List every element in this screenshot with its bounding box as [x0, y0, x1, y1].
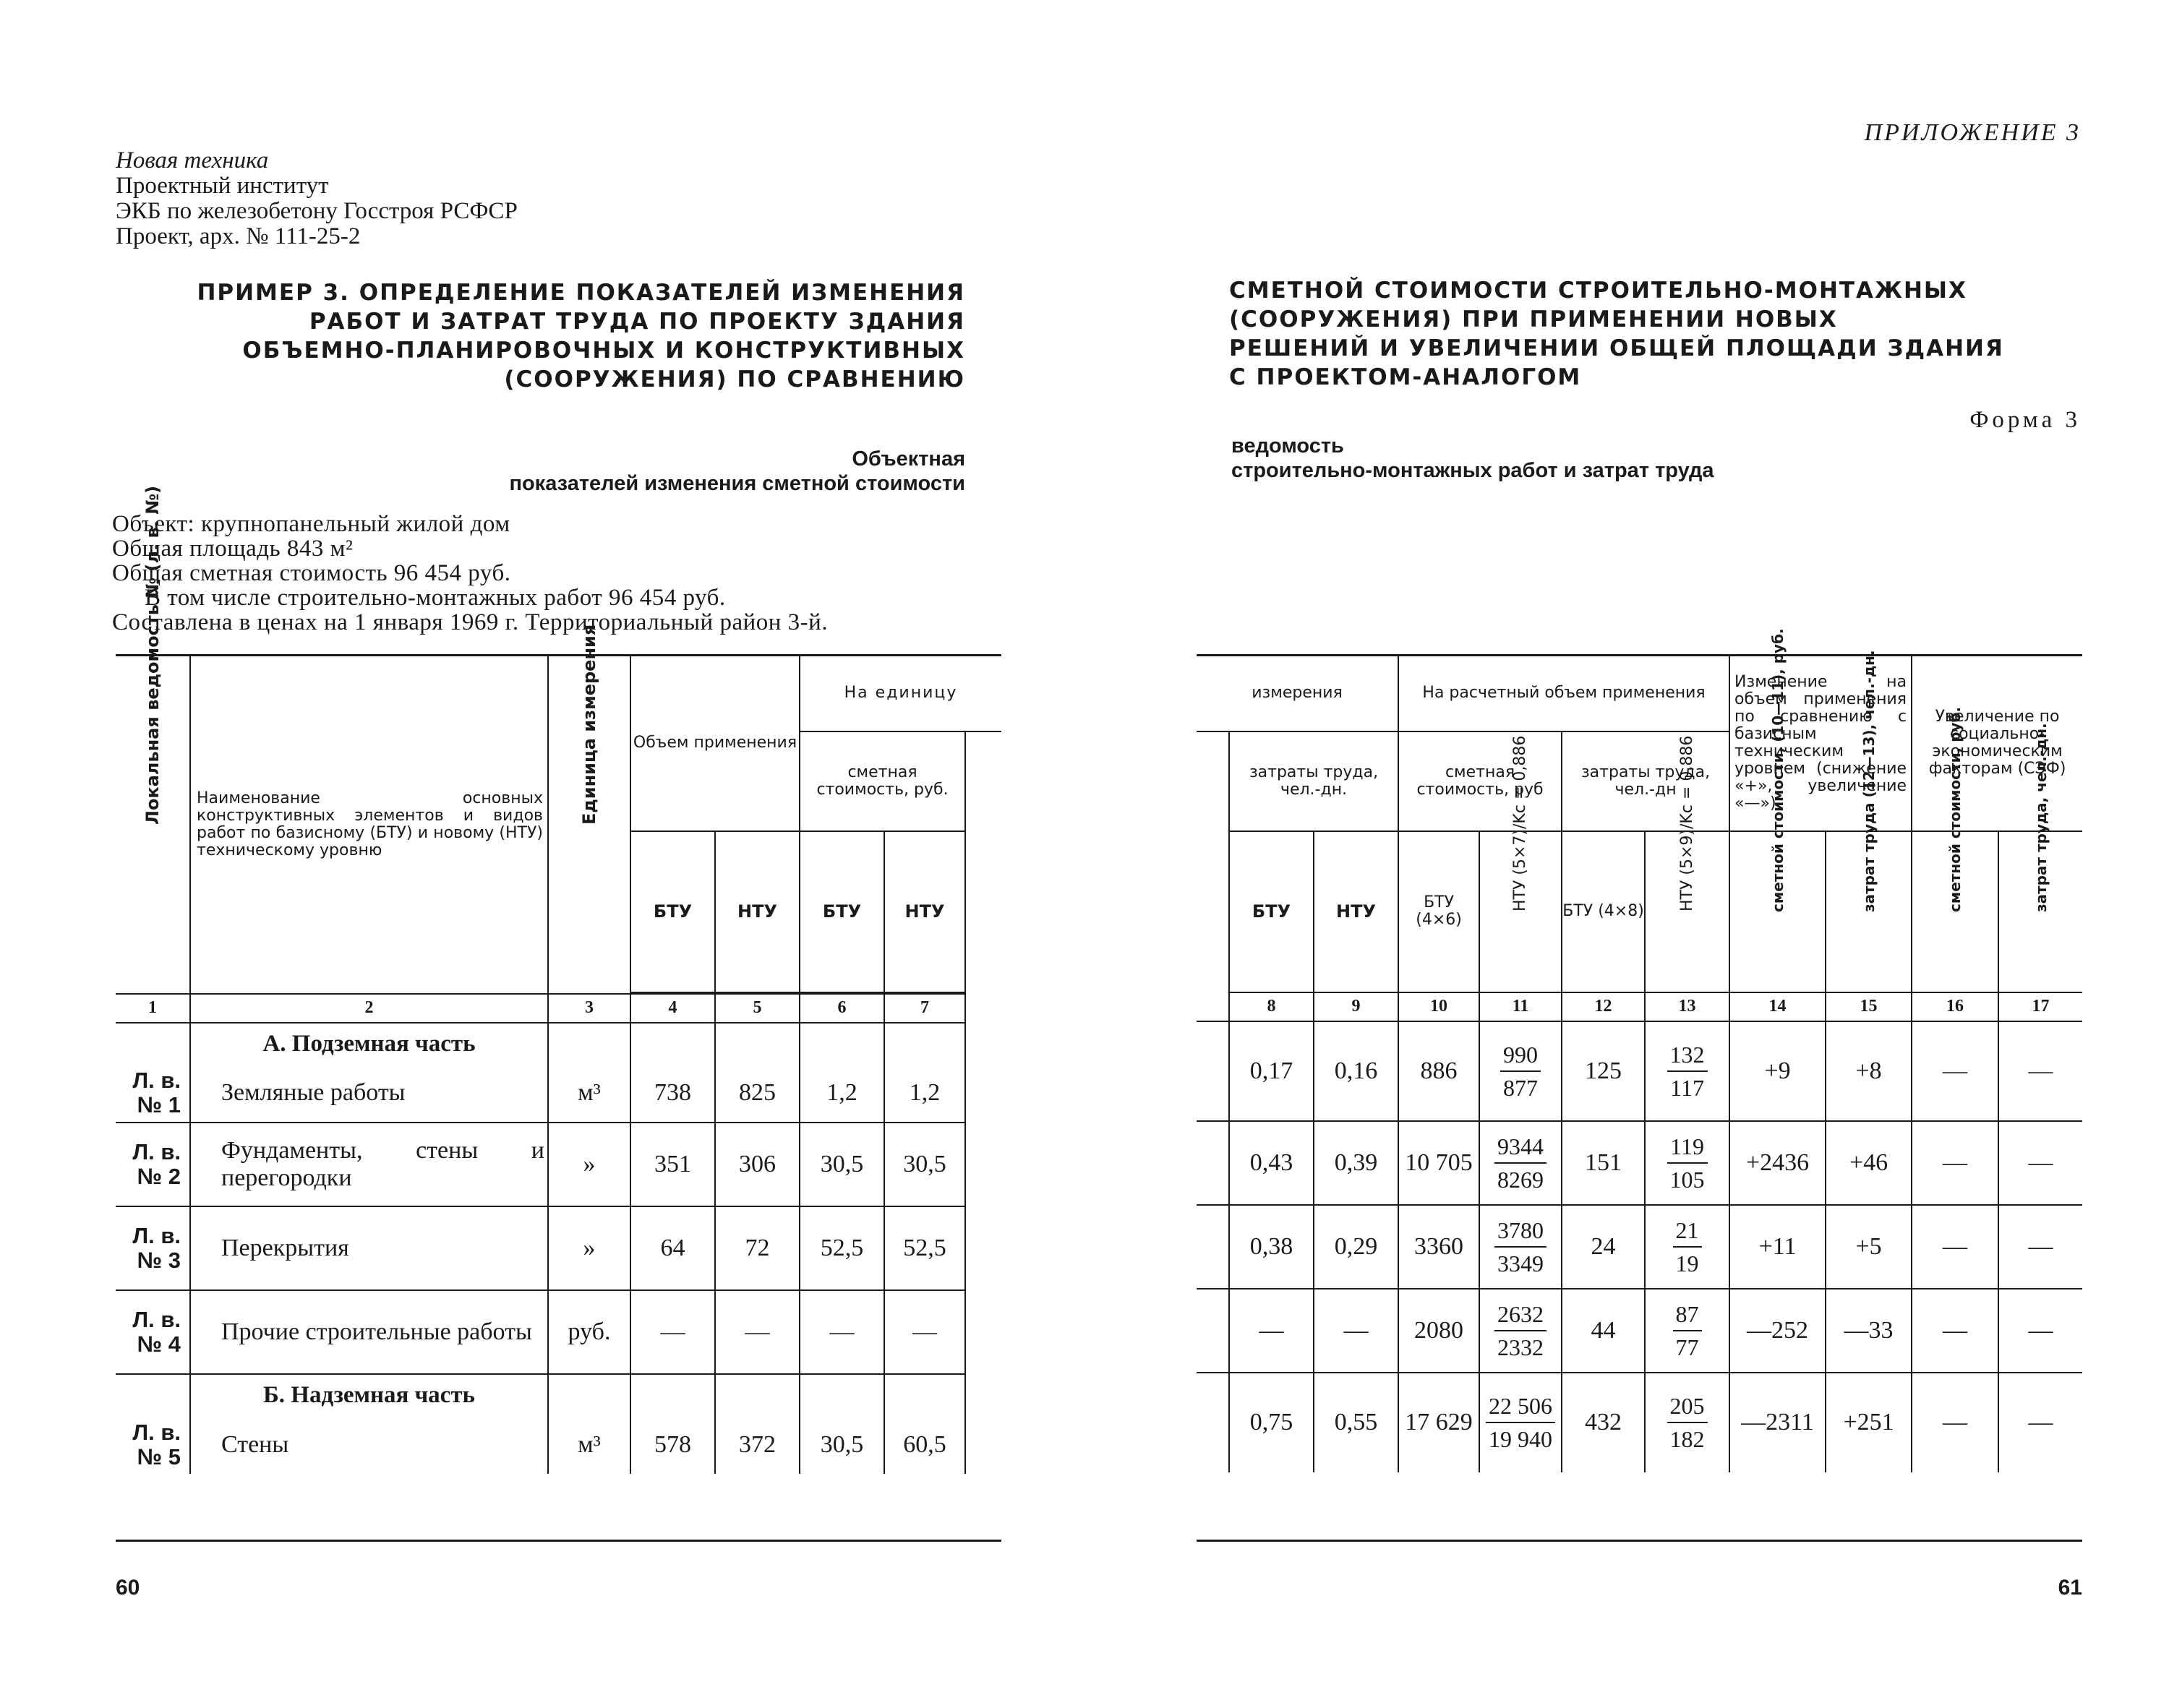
row-name: Стены	[190, 1416, 548, 1474]
frac-bottom: 877	[1503, 1074, 1539, 1101]
empty-cell	[965, 1206, 1001, 1290]
row-name: Земляные работы	[190, 1065, 548, 1123]
frac-bottom: 117	[1670, 1074, 1704, 1101]
row-cost-btu: 17 629	[1398, 1373, 1479, 1472]
row-cost-ntu	[1479, 1373, 1562, 1472]
row-labor-ntu: —	[1314, 1289, 1398, 1373]
row-name: Перекрытия	[190, 1206, 548, 1290]
publisher-series: Новая техника	[116, 147, 269, 173]
frac-bottom: 3349	[1497, 1250, 1544, 1276]
section-underground: А. Подземная часть	[190, 1023, 548, 1065]
row-cost-ntu: 30,5	[884, 1123, 965, 1206]
row-change-labor: +46	[1826, 1121, 1912, 1205]
left-title-line: ОБЪЕМНО-ПЛАНИРОВОЧНЫХ И КОНСТРУКТИВНЫХ	[242, 338, 965, 364]
row-socio-cost: —	[1912, 1205, 1998, 1289]
row-socio-cost: —	[1912, 1373, 1998, 1472]
row-cost-btu: 886	[1398, 1021, 1479, 1121]
row-ntu: 72	[715, 1206, 800, 1290]
header-local-sheet	[116, 485, 190, 994]
row-labor-btu: —	[1229, 1289, 1314, 1373]
row-btu: 351	[630, 1123, 715, 1206]
info-construction-cost: В том числе строительно-монтажных работ 96 454 руб.	[145, 585, 726, 611]
col-number: 17	[1998, 992, 2082, 1021]
col-number: 15	[1826, 992, 1912, 1021]
row-ntu: 372	[715, 1416, 800, 1474]
row-cost-btu: 10 705	[1398, 1121, 1479, 1205]
row-name: Фундаменты, стены и перегородки	[190, 1123, 548, 1206]
left-title-line: (СООРУЖЕНИЯ) ПО СРАВНЕНИЮ	[504, 366, 965, 392]
header-volume	[630, 656, 800, 831]
row-cost-ntu	[1479, 1121, 1562, 1205]
row-ntu: 306	[715, 1123, 800, 1206]
left-title	[197, 278, 965, 394]
empty-cell	[630, 1374, 715, 1416]
header-ntu-11-label: НТУ (5×7)/Kс = 0,886	[1511, 735, 1530, 911]
header-cost-label: сметная стоимость, руб.	[816, 763, 949, 799]
frac-top: 205	[1667, 1390, 1708, 1423]
row-labor-btu: 0,38	[1229, 1205, 1314, 1289]
row-cost-btu: 3360	[1398, 1205, 1479, 1289]
right-title-line: РЕШЕНИЙ И УВЕЛИЧЕНИИ ОБЩЕЙ ПЛОЩАДИ ЗДАНИЯ	[1229, 335, 2004, 361]
object-info	[112, 512, 828, 635]
row-cost-ntu: 52,5	[884, 1206, 965, 1290]
row-labor-calc-ntu	[1645, 1289, 1729, 1373]
header-ntu: НТУ	[1314, 831, 1398, 992]
header-btu-4x8: БТУ (4×8)	[1562, 831, 1645, 992]
row-socio-labor: —	[1998, 1121, 2082, 1205]
info-object: Объект: крупнопанельный жилой дом	[112, 511, 510, 537]
header-per-unit	[800, 656, 1001, 731]
frac-bottom: 19	[1675, 1250, 1699, 1276]
col-number: 13	[1645, 992, 1729, 1021]
empty-cell	[548, 1374, 630, 1416]
right-title-line: СМЕТНОЙ СТОИМОСТИ СТРОИТЕЛЬНО-МОНТАЖНЫХ	[1229, 278, 1967, 304]
table-row	[116, 1065, 1001, 1123]
header-change-label: Изменение на объем применения по сравнению с базисным техническим уровнем (снижение «+», увеличение «—»)	[1734, 673, 1907, 813]
header-labor	[1229, 731, 1398, 831]
row-labor-btu: 0,43	[1229, 1121, 1314, 1205]
empty-cell	[548, 1023, 630, 1065]
row-cost-btu: —	[800, 1290, 884, 1374]
info-total-cost: Общая сметная стоимость 96 454 руб.	[112, 560, 511, 586]
row-cost-ntu: 1,2	[884, 1065, 965, 1123]
empty-cell	[116, 1374, 190, 1416]
empty-cell	[800, 1374, 884, 1416]
header-unit-label: Единица измерения	[579, 624, 599, 825]
right-title-line: С ПРОЕКТОМ-АНАЛОГОМ	[1229, 364, 1582, 390]
empty-cell	[715, 1374, 800, 1416]
row-cost-ntu: 60,5	[884, 1416, 965, 1474]
left-title-line: РАБОТ И ЗАТРАТ ТРУДА ПО ПРОЕКТУ ЗДАНИЯ	[309, 309, 965, 335]
row-cost-btu: 30,5	[800, 1416, 884, 1474]
header-btu-4x6: БТУ (4×6)	[1398, 831, 1479, 992]
row-btu: —	[630, 1290, 715, 1374]
header-calc-volume	[1398, 656, 1729, 731]
row-lv: Л. в. № 1	[116, 1065, 190, 1123]
header-filler	[965, 994, 1001, 1023]
header-ch-labor	[1826, 649, 1912, 992]
row-labor-ntu: 0,16	[1314, 1021, 1398, 1121]
empty-cell	[630, 1023, 715, 1065]
header-soc-labor	[1998, 722, 2082, 992]
col-number: 16	[1912, 992, 1998, 1021]
appendix-label: ПРИЛОЖЕНИЕ 3	[1864, 119, 2081, 146]
row-labor-calc-btu: 151	[1562, 1121, 1645, 1205]
col-number: 11	[1479, 992, 1562, 1021]
col-number: 12	[1562, 992, 1645, 1021]
row-lv: Л. в. № 2	[116, 1123, 190, 1206]
header-calc-volume-label: На расчетный объем применения	[1422, 684, 1706, 703]
row-change-labor: —33	[1826, 1289, 1912, 1373]
empty-cell	[1197, 1021, 1229, 1121]
row-labor-calc-ntu	[1645, 1121, 1729, 1205]
header-local-sheet-label: Локальная ведомость № (л. в. №)	[142, 485, 163, 825]
table-row	[1197, 1373, 2082, 1472]
row-labor-btu: 0,75	[1229, 1373, 1314, 1472]
header-change	[1729, 656, 1912, 831]
row-unit: руб.	[548, 1290, 630, 1374]
header-ntu: НТУ	[715, 831, 800, 992]
row-socio-labor: —	[1998, 1205, 2082, 1289]
table-row	[1197, 1289, 2082, 1373]
row-cost-btu: 2080	[1398, 1289, 1479, 1373]
row-cost-btu: 1,2	[800, 1065, 884, 1123]
header-ntu-13-label: НТУ (5×9)/Kс = 0,886	[1677, 735, 1696, 911]
left-subtitle-line: показателей изменения сметной стоимости	[509, 472, 965, 495]
row-unit: »	[548, 1123, 630, 1206]
header-calc-labor	[1562, 731, 1729, 831]
left-subtitle	[509, 447, 965, 496]
row-labor-calc-btu: 432	[1562, 1373, 1645, 1472]
row-socio-labor: —	[1998, 1373, 2082, 1472]
header-btu: БТУ	[630, 831, 715, 992]
right-subtitle-line: строительно-монтажных работ и затрат труда	[1231, 459, 1714, 482]
row-cost-ntu	[1479, 1289, 1562, 1373]
row-cost-ntu	[1479, 1021, 1562, 1121]
row-socio-cost: —	[1912, 1289, 1998, 1373]
frac-bottom: 105	[1669, 1166, 1705, 1193]
table-row	[116, 1206, 1001, 1290]
empty-cell	[884, 1023, 965, 1065]
row-lv: Л. в. № 3	[116, 1206, 190, 1290]
empty-cell	[1197, 1289, 1229, 1373]
row-labor-calc-btu: 125	[1562, 1021, 1645, 1121]
empty-cell	[715, 1023, 800, 1065]
header-unit	[548, 624, 630, 994]
row-labor-calc-ntu	[1645, 1373, 1729, 1472]
page-number-right: 61	[2058, 1576, 2082, 1600]
frac-bottom: 182	[1669, 1426, 1705, 1452]
frac-bottom: 77	[1675, 1334, 1699, 1360]
empty-cell	[965, 1065, 1001, 1123]
header-cost-ntu: НТУ	[884, 831, 965, 992]
frac-top: 132	[1667, 1039, 1708, 1072]
row-labor-ntu: 0,29	[1314, 1205, 1398, 1289]
table-row	[116, 1416, 1001, 1474]
row-labor-calc-ntu	[1645, 1021, 1729, 1121]
col-number: 6	[800, 994, 884, 1023]
right-table-bottom-rule	[1197, 1540, 2082, 1542]
right-title	[1229, 276, 2004, 392]
row-btu: 64	[630, 1206, 715, 1290]
frac-top: 990	[1500, 1039, 1541, 1072]
empty-cell	[965, 1416, 1001, 1474]
col-number: 1	[116, 994, 190, 1023]
header-line-bureau: ЭКБ по железобетону Госстроя РСФСР	[116, 198, 518, 224]
right-title-line: (СООРУЖЕНИЯ) ПРИ ПРИМЕНЕНИИ НОВЫХ	[1229, 306, 1838, 332]
col-number: 7	[884, 994, 965, 1023]
frac-top: 2632	[1494, 1298, 1546, 1331]
row-btu: 738	[630, 1065, 715, 1123]
row-cost-ntu	[1479, 1205, 1562, 1289]
row-change-cost: +11	[1729, 1205, 1826, 1289]
left-subtitle-line: Объектная	[852, 447, 965, 471]
table-row	[116, 1123, 1001, 1206]
empty-cell	[800, 1023, 884, 1065]
col-number: 3	[548, 994, 630, 1023]
header-ch-labor-label: затрат труда (12—13), чел.-дн.	[1860, 649, 1878, 912]
empty-cell	[1197, 992, 1229, 1021]
row-btu: 578	[630, 1416, 715, 1474]
empty-cell	[116, 1023, 190, 1065]
header-cost-btu: БТУ	[800, 831, 884, 992]
row-cost-btu: 30,5	[800, 1123, 884, 1206]
header-filler	[965, 731, 1001, 831]
row-labor-calc-btu: 24	[1562, 1205, 1645, 1289]
col-number: 14	[1729, 992, 1826, 1021]
empty-cell	[1197, 731, 1229, 831]
right-subtitle-line: ведомость	[1231, 434, 1344, 458]
row-ntu: 825	[715, 1065, 800, 1123]
empty-cell	[1197, 1205, 1229, 1289]
row-socio-cost: —	[1912, 1121, 1998, 1205]
row-change-cost: +9	[1729, 1021, 1826, 1121]
row-cost-ntu: —	[884, 1290, 965, 1374]
row-change-cost: +2436	[1729, 1121, 1826, 1205]
frac-top: 21	[1673, 1214, 1702, 1248]
form-label: Форма 3	[1969, 407, 2081, 433]
header-element-name	[190, 656, 548, 994]
row-socio-cost: —	[1912, 1021, 1998, 1121]
info-prices: Составлена в ценах на 1 января 1969 г. Территориальный район 3-й.	[112, 609, 829, 635]
left-title-line: ПРИМЕР 3. ОПРЕДЕЛЕНИЕ ПОКАЗАТЕЛЕЙ ИЗМЕНЕНИЯ	[197, 280, 965, 306]
header-calc-labor-label: затраты труда, чел.-дн	[1580, 763, 1711, 799]
table-row	[116, 1290, 1001, 1374]
frac-top: 9344	[1494, 1130, 1546, 1164]
header-btu: БТУ	[1229, 831, 1314, 992]
header-per-unit-label: На единицу	[844, 684, 958, 703]
header-ch-cost-label: сметной стоимости, (10—11), руб.	[1768, 627, 1787, 912]
frac-top: 119	[1667, 1130, 1708, 1164]
header-measure-label: измерения	[1252, 684, 1343, 703]
row-labor-ntu: 0,55	[1314, 1373, 1398, 1472]
frac-top: 22 506	[1486, 1390, 1555, 1423]
header-socio-label: Увеличение по социально-экономическим факторам (СЭФ)	[1928, 708, 2066, 778]
header-volume-label: Объем применения	[633, 734, 797, 752]
empty-cell	[1197, 831, 1229, 992]
row-socio-labor: —	[1998, 1021, 2082, 1121]
header-calc-cost-label: сметная стоимость, руб	[1416, 763, 1544, 799]
row-lv: Л. в. № 4	[116, 1290, 190, 1374]
header-line-project: Проект, арх. № 111-25-2	[116, 223, 361, 249]
row-change-cost: —252	[1729, 1289, 1826, 1373]
empty-cell	[1197, 1373, 1229, 1472]
empty-cell	[965, 1374, 1001, 1416]
row-name: Прочие строительные работы	[190, 1290, 548, 1374]
header-soc-labor-label: затрат труда, чел.-дн.	[2032, 722, 2050, 912]
frac-bottom: 8269	[1497, 1166, 1544, 1193]
row-lv: Л. в. № 5	[116, 1416, 190, 1474]
row-labor-calc-ntu	[1645, 1205, 1729, 1289]
empty-cell	[1197, 1121, 1229, 1205]
frac-bottom: 19 940	[1489, 1426, 1553, 1452]
row-labor-btu: 0,17	[1229, 1021, 1314, 1121]
header-element-name-label: Наименование основных конструктивных элементов и видов работ по базисному (БТУ) и новому (НТУ) техническому уровню	[197, 789, 543, 859]
row-ntu: —	[715, 1290, 800, 1374]
col-number: 4	[630, 994, 715, 1023]
row-unit: м³	[548, 1065, 630, 1123]
table-row	[1197, 1021, 2082, 1121]
col-number: 2	[190, 994, 548, 1023]
row-unit: м³	[548, 1416, 630, 1474]
row-change-cost: —2311	[1729, 1373, 1826, 1472]
left-table-bottom-rule	[116, 1540, 1001, 1542]
row-labor-calc-btu: 44	[1562, 1289, 1645, 1373]
header-cost	[800, 731, 965, 831]
frac-top: 87	[1673, 1298, 1702, 1331]
section-aboveground: Б. Надземная часть	[190, 1374, 548, 1416]
row-labor-ntu: 0,39	[1314, 1121, 1398, 1205]
page-number-left: 60	[116, 1576, 140, 1600]
table-row	[1197, 1205, 2082, 1289]
empty-cell	[965, 1123, 1001, 1206]
col-number: 10	[1398, 992, 1479, 1021]
header-filler	[965, 831, 1001, 992]
col-number: 8	[1229, 992, 1314, 1021]
empty-cell	[965, 1023, 1001, 1065]
row-change-labor: +5	[1826, 1205, 1912, 1289]
header-soc-cost-label: сметной стоимости, руб.	[1946, 706, 1964, 912]
info-area: Общая площадь 843 м²	[112, 536, 354, 562]
empty-cell	[965, 1290, 1001, 1374]
right-subtitle	[1231, 434, 1714, 483]
col-number: 5	[715, 994, 800, 1023]
empty-cell	[884, 1374, 965, 1416]
row-cost-btu: 52,5	[800, 1206, 884, 1290]
row-change-labor: +8	[1826, 1021, 1912, 1121]
row-unit: »	[548, 1206, 630, 1290]
row-change-labor: +251	[1826, 1373, 1912, 1472]
table-row	[1197, 1121, 2082, 1205]
col-number: 9	[1314, 992, 1398, 1021]
header-measure	[1197, 656, 1398, 731]
header-line-institute: Проектный институт	[116, 173, 329, 199]
header-calc-cost	[1398, 731, 1562, 831]
frac-top: 3780	[1494, 1214, 1546, 1248]
right-table	[1197, 627, 2082, 1472]
row-socio-labor: —	[1998, 1289, 2082, 1373]
frac-bottom: 2332	[1497, 1334, 1544, 1360]
header-socio	[1912, 656, 2082, 831]
header-labor-label: затраты труда, чел.-дн.	[1249, 763, 1379, 799]
